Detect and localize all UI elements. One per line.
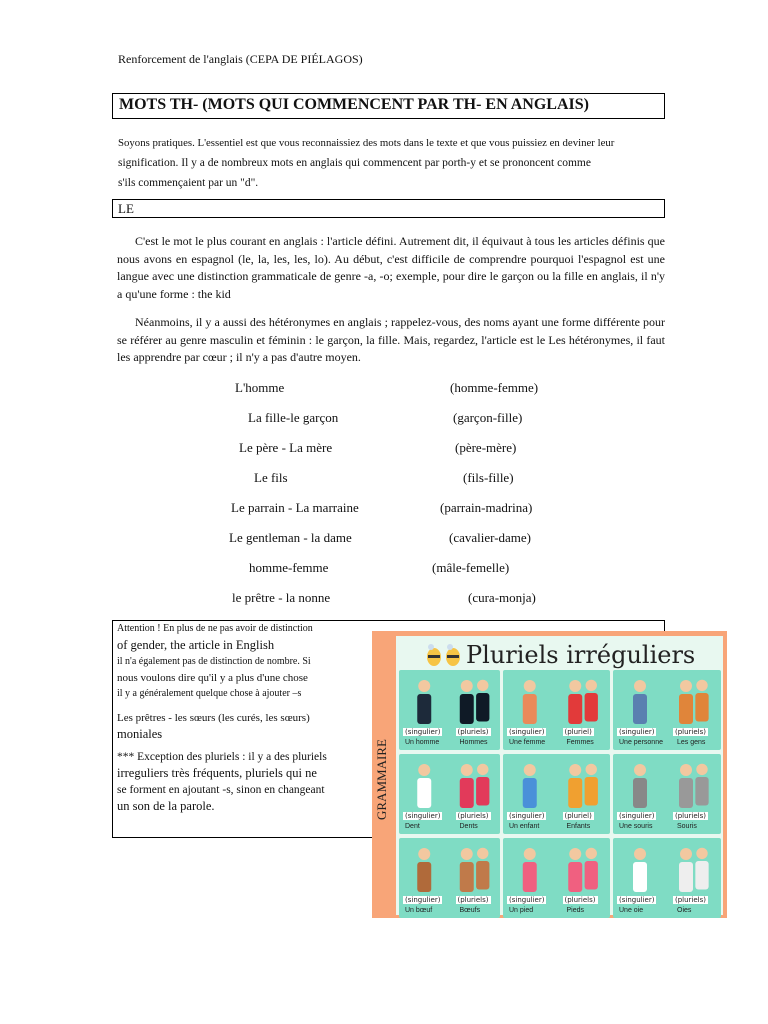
grammar-side-label <box>374 739 394 840</box>
word-pair-right: (fils-fille) <box>463 470 514 485</box>
grammar-label-text: GRAMMAIRE <box>374 739 389 820</box>
attention-line: un son de la parole. <box>117 799 215 813</box>
plural-tag: (pluriels) <box>457 728 489 736</box>
singular-caption: Une femme <box>509 739 546 746</box>
plural-caption: Enfants <box>566 823 591 830</box>
word-pair-right: (cura-monja) <box>468 590 536 605</box>
singular-tag: (singulier) <box>619 896 655 904</box>
plural-tag: (pluriels) <box>675 728 707 736</box>
intro-line: signification. Il y a de nombreux mots en anglais qui commencent par porth-y et se prononcent comme <box>118 157 591 169</box>
word-pair-right: (garçon-fille) <box>453 410 523 425</box>
plural-illustration <box>399 838 500 898</box>
plural-tag: (pluriel) <box>564 812 592 820</box>
paragraph-text: C'est le mot le plus courant en anglais : l'article défini. Autrement dit, il équivaut à tous les articles définis que nous avons en espagnol (le, la, les, les, lo). Au début, c'est difficile de comprendre pourquoi l'espagnol est une langue avec une distinction grammaticale de genre -a, -o; exemple, pour dire le garçon ou la fille en anglais, il n'y a qu'une forme : the kid <box>117 234 665 301</box>
word-pair-left: homme-femme <box>249 560 329 575</box>
attention-line: of gender, the article in English <box>117 638 275 652</box>
singular-caption: Un homme <box>405 739 440 746</box>
plural-caption: Hommes <box>459 739 488 746</box>
plural-illustration <box>503 670 610 730</box>
attention-line: Les prêtres - les sœurs (les curés, les sœurs) <box>117 712 310 724</box>
singular-tag: (singulier) <box>509 728 545 736</box>
singular-caption: Dent <box>405 823 420 830</box>
singular-tag: (singulier) <box>619 812 655 820</box>
infographic-title: Pluriels irréguliers <box>466 641 696 669</box>
paragraph-text: Néanmoins, il y a aussi des hétéronymes en anglais ; rappelez-vous, des noms ayant une forme différente pour se référer au genre masculin et féminin : le garçon, la fille. Mais, regardez, l'article est le Les hétéronymes, il faut les apprendre par cœur ; il n'y a pas d'autre moyen. <box>117 315 665 364</box>
singular-tag: (singulier) <box>405 728 441 736</box>
intro-paragraph <box>118 133 666 193</box>
word-pair-right: (père-mère) <box>455 440 517 455</box>
plural-caption: Bœufs <box>459 907 481 914</box>
singular-tag: (singulier) <box>509 812 545 820</box>
singular-caption: Un bœuf <box>405 907 433 914</box>
attention-line: Attention ! En plus de ne pas avoir de distinction <box>117 623 313 634</box>
singular-tag: (singulier) <box>619 728 655 736</box>
attention-line: moniales <box>117 727 163 741</box>
plural-tag: (pluriels) <box>564 896 596 904</box>
article-paragraph <box>117 233 665 303</box>
attention-line: il y a généralement quelque chose à ajouter –s <box>117 688 302 699</box>
intro-line: Soyons pratiques. L'essentiel est que vous reconnaissiez des mots dans le texte et que vous puissiez en deviner leur <box>118 137 615 149</box>
word-pair-left: La fille-le garçon <box>248 410 339 425</box>
plural-caption: Dents <box>459 823 478 830</box>
section-heading-le: LE <box>112 199 665 218</box>
singular-caption: Un pied <box>509 907 534 914</box>
plural-tag: (pluriel) <box>564 728 592 736</box>
plural-illustration <box>613 670 721 730</box>
word-pair-left: Le gentleman - la dame <box>229 530 352 545</box>
attention-text <box>117 621 372 815</box>
singular-caption: Une souris <box>619 823 653 830</box>
word-pair-right: (cavalier-dame) <box>449 530 532 545</box>
word-pair-left: le prêtre - la nonne <box>232 590 331 605</box>
plural-tag: (pluriels) <box>675 812 707 820</box>
page-title: MOTS TH- (MOTS QUI COMMENCENT PAR TH- EN ANGLAIS) <box>112 93 665 119</box>
heteronyms-paragraph <box>117 314 665 367</box>
singular-caption: Un enfant <box>509 823 540 830</box>
word-pair-left: L'homme <box>235 380 285 395</box>
plural-caption: Pieds <box>566 907 585 914</box>
plural-illustration <box>503 838 610 898</box>
word-pair-right: (mâle-femelle) <box>432 560 510 575</box>
plural-illustration <box>399 754 500 814</box>
singular-tag: (singulier) <box>405 896 441 904</box>
word-pair-left: Le père - La mère <box>239 440 333 455</box>
singular-tag: (singulier) <box>509 896 545 904</box>
plural-tag: (pluriels) <box>675 896 707 904</box>
intro-line: s'ils commençaient par un "d". <box>118 177 259 189</box>
plural-illustration <box>503 754 610 814</box>
word-pair-right: (parrain-madrina) <box>440 500 533 515</box>
plural-illustration <box>613 838 721 898</box>
plural-tag: (pluriels) <box>457 812 489 820</box>
plural-caption: Souris <box>677 823 697 830</box>
course-header: Renforcement de l'anglais (CEPA DE PIÉLAGOS) <box>118 52 363 66</box>
plural-caption: Oies <box>677 907 692 914</box>
attention-line: se forment en ajoutant -s, sinon en changeant <box>117 784 325 796</box>
plural-tag: (pluriels) <box>457 896 489 904</box>
attention-line: nous voulons dire qu'il y a plus d'une chose <box>117 672 308 684</box>
plural-illustration <box>613 754 721 814</box>
singular-tag: (singulier) <box>405 812 441 820</box>
word-pair-left: Le parrain - La marraine <box>231 500 359 515</box>
attention-line: il n'a également pas de distinction de nombre. Si <box>117 656 311 667</box>
attention-line: *** Exception des pluriels : il y a des pluriels <box>117 751 327 763</box>
word-pair-right: (homme-femme) <box>450 380 539 395</box>
plural-caption: Les gens <box>677 739 706 746</box>
attention-line: irreguliers très fréquents, pluriels qui ne <box>117 766 317 780</box>
plural-illustration <box>399 670 500 730</box>
plural-caption: Femmes <box>566 739 594 746</box>
singular-caption: Une personne <box>619 739 663 746</box>
word-pair-left: Le fils <box>254 470 288 485</box>
singular-caption: Une oie <box>619 907 644 914</box>
